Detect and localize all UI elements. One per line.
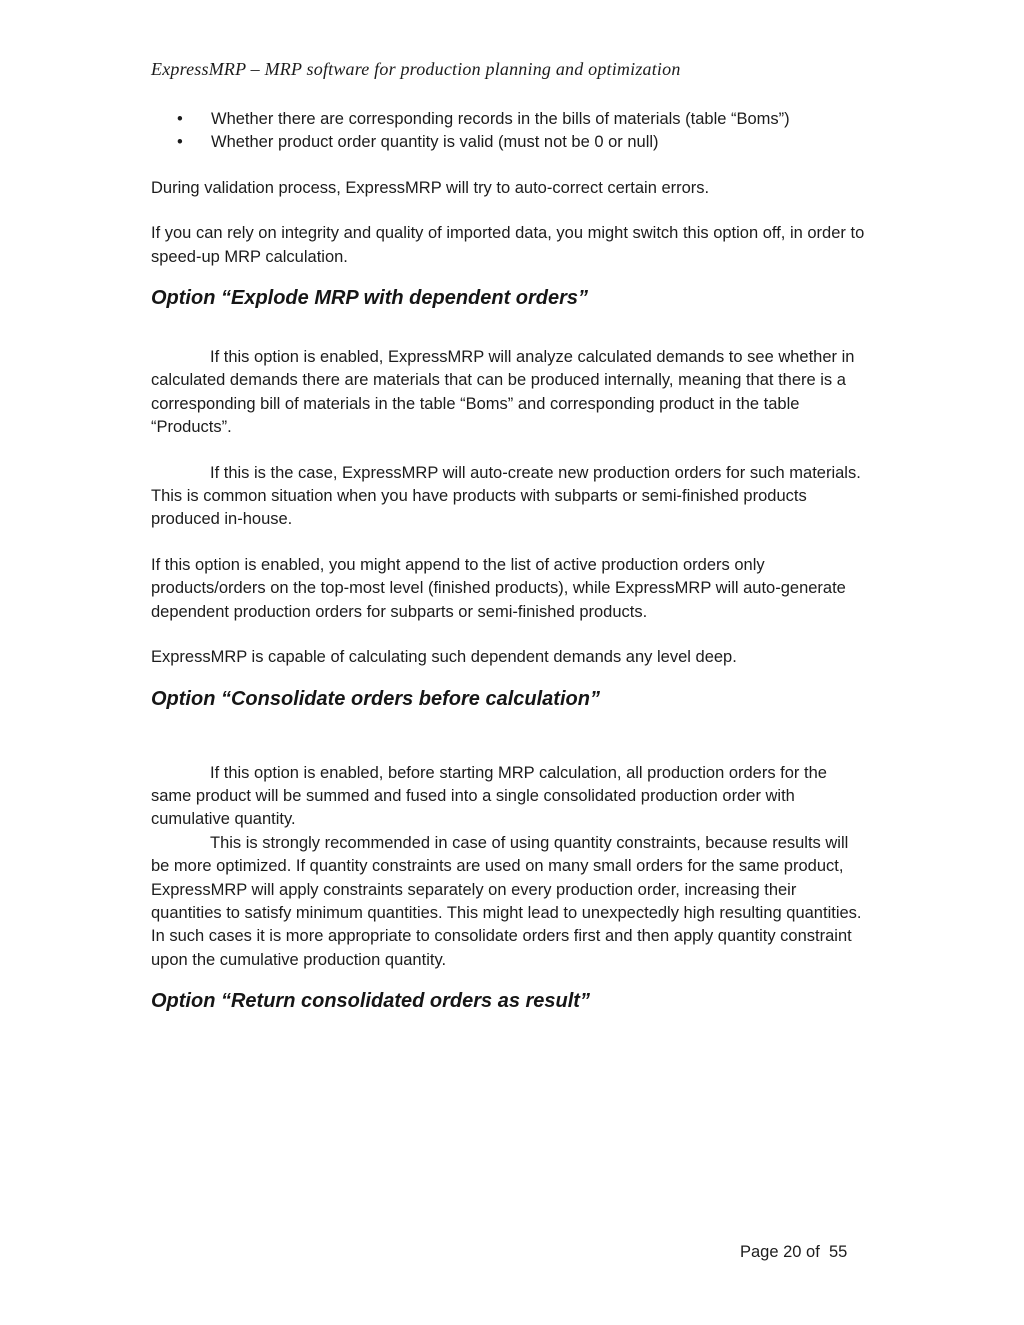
page-number: Page 20 of 55 [740,1243,848,1261]
section-heading-consolidate-orders: Option “Consolidate orders before calculation” [151,687,600,710]
bullet-text: Whether product order quantity is valid (must not be 0 or null) [211,133,659,152]
bullet-item [151,108,868,131]
paragraph-consolidate-recommendation: This is strongly recommended in case of using quantity constraints, because results will be more optimized. If quantity constraints are used on many small orders for the same product, ExpressMRP will apply constraints separately on every production order, increasing their quantities to satisfy minimum quantities. This might lead to unexpectedly high resulting quantities. In such cases it is more appropriate to consolidate orders first and then apply quantity constraint upon the cumulative production quantity. [151,833,862,969]
section-heading-explode-mrp: Option “Explode MRP with dependent orders” [151,287,589,310]
document-header-title: ExpressMRP – MRP software for production planning and optimization [151,59,681,79]
page-content [151,58,868,1014]
section-heading-return-consolidated: Option “Return consolidated orders as result” [151,990,590,1013]
paragraph-consolidate-summed-fused: If this option is enabled, before starting MRP calculation, all production orders for the same product will be summed and fused into a single consolidated production order with cumulative quantity. [151,763,827,829]
bullet-text: Whether there are corresponding records in the bills of materials (table “Boms”) [211,110,790,128]
paragraph-explode-any-level-deep: ExpressMRP is capable of calculating such dependent demands any level deep. [151,648,737,667]
paragraph-validation-autocorrect: During validation process, ExpressMRP will try to auto-correct certain errors. [151,178,710,197]
paragraph-explode-analyze-demands: If this option is enabled, ExpressMRP will analyze calculated demands to see whether in calculated demands there are materials that can be produced internally, meaning that there is a corresponding bill of materials in the table “Boms” and corresponding product in the table “Products”. [151,348,855,437]
bullet-item [151,131,868,154]
paragraph-switch-option-off: If you can rely on integrity and quality of imported data, you might switch this option off, in order to speed-up MRP calculation. [151,224,865,266]
paragraph-explode-append-orders: If this option is enabled, you might append to the list of active production orders only products/orders on the top-most level (finished products), while ExpressMRP will auto-generate dependent production orders for subparts or semi-finished products. [151,555,846,621]
paragraph-explode-autocreate-orders: If this is the case, ExpressMRP will auto-create new production orders for such materials. This is common situation when you have products with subparts or semi-finished products produced in-house. [151,463,861,529]
bullet-list [151,108,868,155]
